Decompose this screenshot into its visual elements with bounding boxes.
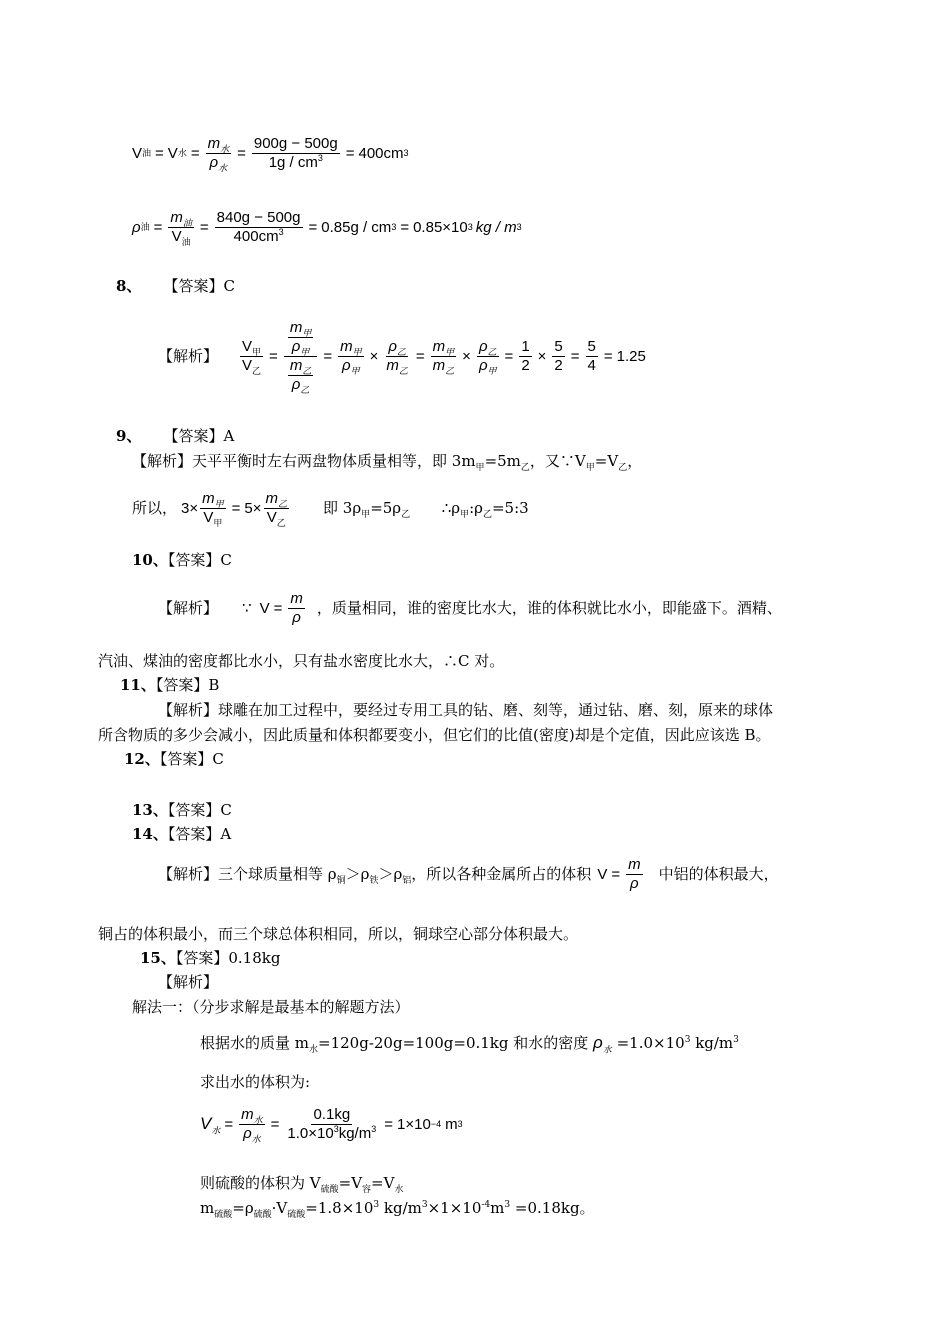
q9-equation: 所以， 3× $\frac{m_甲}{V_甲}$ = 5× $\frac{m_乙}{V_乙}$ 即 $3\rho_甲=5\rho_乙$ $\therefore\rho_甲:\rho_乙=5:3$	[132, 489, 529, 528]
fraction: $\frac{m_水}{\rho_水}$	[207, 134, 230, 173]
q11-analysis-1: 【解析】球雕在加工过程中，要经过专用工具的钻、磨、刻等，通过钻、磨、刻，原来的球体	[158, 701, 774, 719]
q13-answer: 13、【答案】C	[132, 801, 232, 819]
fraction: $\frac{900g - 500g}{1g / cm^3}$	[253, 134, 338, 171]
q15-answer: 15、【答案】0.18kg	[140, 949, 281, 967]
q15-method: 解法一：（分步求解是最基本的解题方法）	[132, 998, 410, 1016]
q15-line-3: 则硫酸的体积为 $V_{硫酸}=V_容=V_水$	[200, 1174, 404, 1195]
q9-analysis: 【解析】天平平衡时左右两盘物体质量相等，即 $3m_甲=5m_乙$，又$\because V_甲=V_乙$，	[132, 452, 643, 473]
q14-analysis-cont: 铜占的体积最小，而三个球总体积相同，所以，铜球空心部分体积最大。	[98, 925, 579, 943]
q12-answer: 12、【答案】C	[124, 750, 224, 768]
q14-analysis: 【解析】三个球质量相等 $\rho_铜>\rho_铁>\rho_铝$，所以各种金属所占的体积 V = $\frac{m}{\rho}$ 中铝的体积最大，	[158, 855, 779, 892]
formula-v-oil: V 油 = V 水 = $\frac{m_水}{\rho_水}$ = $\frac{900g - 500g}{1g / cm^3}$ = 400cm 3	[132, 134, 409, 173]
q8-answer: 8、 【答案】C	[116, 277, 235, 295]
fraction: $\frac{840g - 500g}{400cm^3}$	[216, 208, 301, 245]
q15-line-4: $m_{硫酸}=\rho_{硫酸}\cdot V_{硫酸}=1.8\times 10^3$ $kg/m^3\times 1\times 10^{-4}m^3 =0.18kg$。	[200, 1199, 595, 1220]
q8-formula: $\frac{V_甲}{V_乙}$ = $\frac{\frac{m_甲}{\rho_甲}}{\frac{m_乙}{\rho_乙}}$ = $\frac{m_甲}{\rho_甲}$ × $\frac{\rho_乙}{m_乙}$ = $\frac{m_甲}{m_乙}$ × $\frac{\rho_乙}{\rho_甲}$ = $\frac{1}{2}$ × $\frac{5}{2}$ = $\frac{5}{4}$ = 1.25	[242, 318, 646, 395]
q10-answer: 10、【答案】C	[132, 551, 232, 569]
q10-analysis: 【解析】 ∵ V = $\frac{m}{\rho}$ ，质量相同，谁的密度比水大，谁的体积就比水小，即能盛下。酒精、	[158, 589, 782, 626]
fraction: $\frac{m_油}{V_油}$	[170, 208, 192, 247]
q9-answer: 9、 【答案】A	[116, 427, 235, 445]
q15-line-1: 根据水的质量 $m_水=120g-20g=100g=0.1kg$ 和水的密度 $\rho_水 =1.0\times 10^3$ $kg/m^3$	[200, 1033, 739, 1055]
q10-analysis-cont: 汽油、煤油的密度都比水小，只有盐水密度比水大，∴C 对。	[98, 652, 505, 670]
q11-analysis-2: 所含物质的多少会减小，因此质量和体积都要变小，但它们的比值(密度)却是个定值，因此应该选 B。	[98, 726, 771, 744]
q8-analysis: 【解析】 $\frac{V_甲}{V_乙}$ = $\frac{\frac{m_甲}{\rho_甲}}{\frac{m_乙}{\rho_乙}}$ = $\frac{m_甲}{\rho_甲}$ × $\frac{\rho_乙}{m_乙}$ = $\frac{m_甲}{m_乙}$ × $\frac{\rho_乙}{\rho_甲}$ = $\frac{1}{2}$ × $\frac{5}{2}$ = $\frac{5}{4}$ = 1.25	[158, 318, 646, 395]
q15-line-2: 求出水的体积为:	[200, 1073, 311, 1091]
q15-analysis-label: 【解析】	[158, 973, 219, 991]
formula-rho-oil: ρ 油 = $\frac{m_油}{V_油}$ = $\frac{840g - 500g}{400cm^3}$ = 0.85g / cm 3 = 0.85×10 3 kg / m 3	[132, 208, 522, 247]
q11-answer: 11、【答案】B	[120, 676, 220, 694]
q15-volume-formula: $V_水$ = $\frac{m_水}{\rho_水}$ = $\frac{0.1kg}{1.0\times 10^3kg/m^3}$ = 1×10 −4 m 3	[200, 1105, 463, 1144]
q14-answer: 14、【答案】A	[132, 825, 232, 843]
